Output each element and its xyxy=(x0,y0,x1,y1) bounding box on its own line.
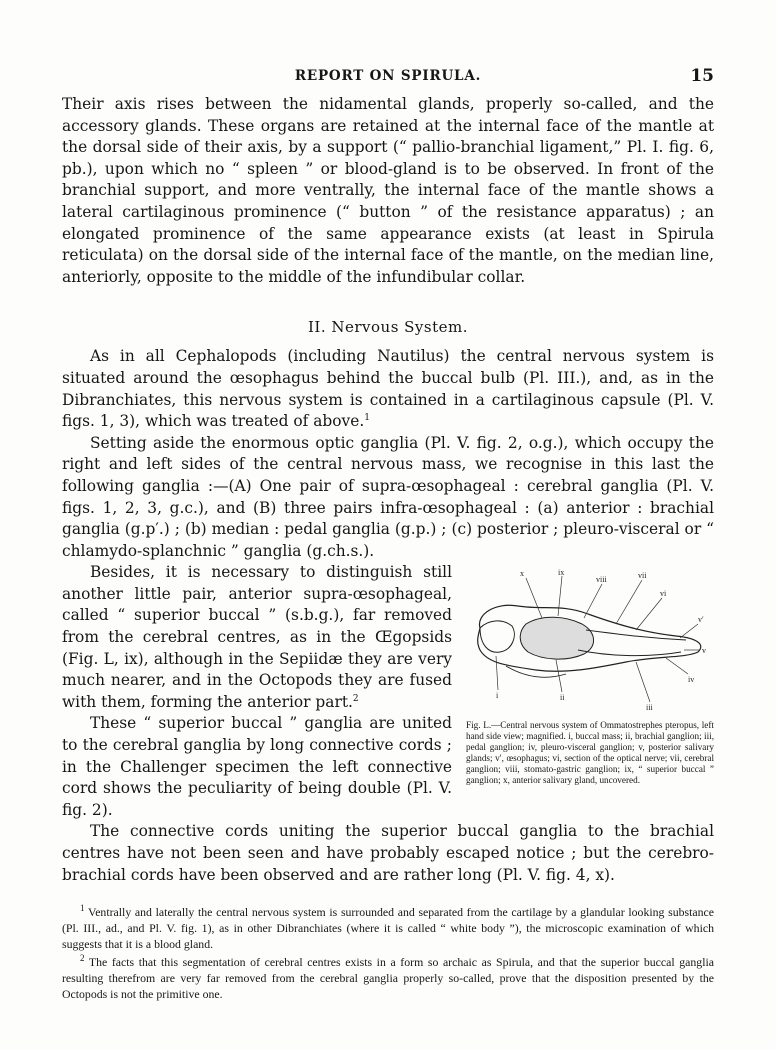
paragraph-cns-intro xyxy=(62,346,714,432)
page xyxy=(62,68,714,1004)
label-ix: ix xyxy=(558,568,565,578)
footnote-1 xyxy=(62,904,714,952)
section-heading: II. Nervous System. xyxy=(307,318,469,337)
label-vii: vii xyxy=(638,571,647,581)
footnote-1-text: Ventrally and laterally the central nervous system is surrounded and separated from the cartilage by a glandular looking substance (Pl. III., ad., and Pl. V. fig. 1), as in other Dibranchiates (where it is called “ white body ”), the microscopic examination of which suggests that it is a blood gland. xyxy=(62,905,714,952)
running-title: REPORT ON SPIRULA. xyxy=(294,68,482,84)
label-iii: iii xyxy=(646,703,653,713)
footnote-2-number: 2 xyxy=(80,953,85,964)
page-header xyxy=(62,68,714,94)
label-viii: viii xyxy=(596,575,607,585)
paragraph-mantle: Their axis rises between the nidamental glands, properly so-called, and the accessory glands. These organs are retained at the internal face of the mantle at the dorsal side of their axis, by a support (“ pallio-branchial ligament,” Pl. I. fig. 6, pb.), upon which no “ spleen ” or blood-gland is to be observed. In front of the branchial support, and more ventrally, the internal face of the mantle shows a lateral cartilaginous prominence (“ button ” of the resistance apparatus) ; an elongated prominence of the same appearance exists (at least in Spirula reticulata) on the dorsal side of the internal face of the mantle, on the median line, anteriorly, opposite to the middle of the infundibular collar. xyxy=(62,95,714,286)
paragraph-ganglia: Setting aside the enormous optic ganglia (Pl. V. fig. 2, o.g.), which occupy the right and left sides of the central nervous mass, we recognise in this last the following ganglia :—(A) One pair of supra-œsophageal : cerebral ganglia (Pl. V. figs. 1, 2, 3, g.c.), and (B) three pairs infra-œsophageal : (a) anterior : brachial ganglia (g.p′.) ; (b) median : pedal ganglia (g.p.) ; (c) posterior ; pleuro-visceral or “ chlamydo-splanchnic ” ganglia (g.ch.s.). xyxy=(62,433,714,560)
figure-wrap-block xyxy=(62,562,714,886)
label-i: i xyxy=(496,691,499,701)
page-number: 15 xyxy=(690,66,714,86)
paragraph-cerebro-brachial: The connective cords uniting the superior buccal ganglia to the brachial centres have not been seen and have probably escaped notice ; but the cerebro-brachial cords have been observed and are rather long (Pl. V. fig. 4, x). xyxy=(62,822,714,884)
footnote-2-text: The facts that this segmentation of cerebral centres exists in a form so archaic as Spirula, and that the superior buccal ganglia resulting therefrom are very far removed from the cerebral ganglia properly so-called, prove that the disposition presented by the Octopods is not the primitive one. xyxy=(62,955,714,1002)
label-iv: iv xyxy=(688,675,695,685)
footnote-ref-1: 1 xyxy=(364,413,370,423)
nervous-system-drawing xyxy=(466,566,714,716)
paragraph-cns-intro-text: As in all Cephalopods (including Nautilus) the central nervous system is situated around the œsophagus behind the buccal bulb (Pl. III.), and, as in the Dibranchiates, this nervous system is contained in a cartilaginous capsule (Pl. V. figs. 1, 3), which was treated of above. xyxy=(62,347,714,431)
label-ii: ii xyxy=(560,693,565,703)
label-v: v xyxy=(702,646,706,656)
footnote-ref-2: 2 xyxy=(352,693,359,704)
footnotes xyxy=(62,904,714,1002)
footnote-1-number: 1 xyxy=(80,903,85,914)
paragraph-superior-buccal-text: Besides, it is necessary to distinguish still another little pair, anterior supra-œsophageal, called “ superior buccal ” (s.b.g.), far removed from the cerebral centres, as in the Œgopsids (Fig. L, ix), although in the Sepiidæ they are very much nearer, and in the Octopods they are fused with them, forming the anterior part. xyxy=(62,563,452,711)
label-v-prime: v′ xyxy=(698,615,704,625)
figure-caption: Fig. L.—Central nervous system of Ommatostrephes pteropus, left hand side view; magnified. i, buccal mass; ii, brachial ganglion; iii, pedal ganglion; iv, pleuro-visceral ganglion; v, posterior salivary glands; v′, œsophagus; vi, section of the optical nerve; vii, cerebral ganglion; viii, stomato-gastric ganglion; ix, “ superior buccal ” ganglion; x, anterior salivary gland, uncovered. xyxy=(466,720,714,786)
footnote-2 xyxy=(62,954,714,1002)
buccal-mass-outline xyxy=(480,621,514,652)
nerve-line xyxy=(578,650,681,656)
label-vi: vi xyxy=(660,589,667,599)
paragraph-connective-cords: These “ superior buccal ” ganglia are united to the cerebral ganglia by long connective cords ; in the Challenger specimen the left connective cord shows the peculiarity of being double (Pl. V. fig. 2). xyxy=(62,714,452,819)
figure-l xyxy=(466,566,714,786)
ganglion-mass xyxy=(520,618,593,660)
label-x: x xyxy=(520,569,524,579)
